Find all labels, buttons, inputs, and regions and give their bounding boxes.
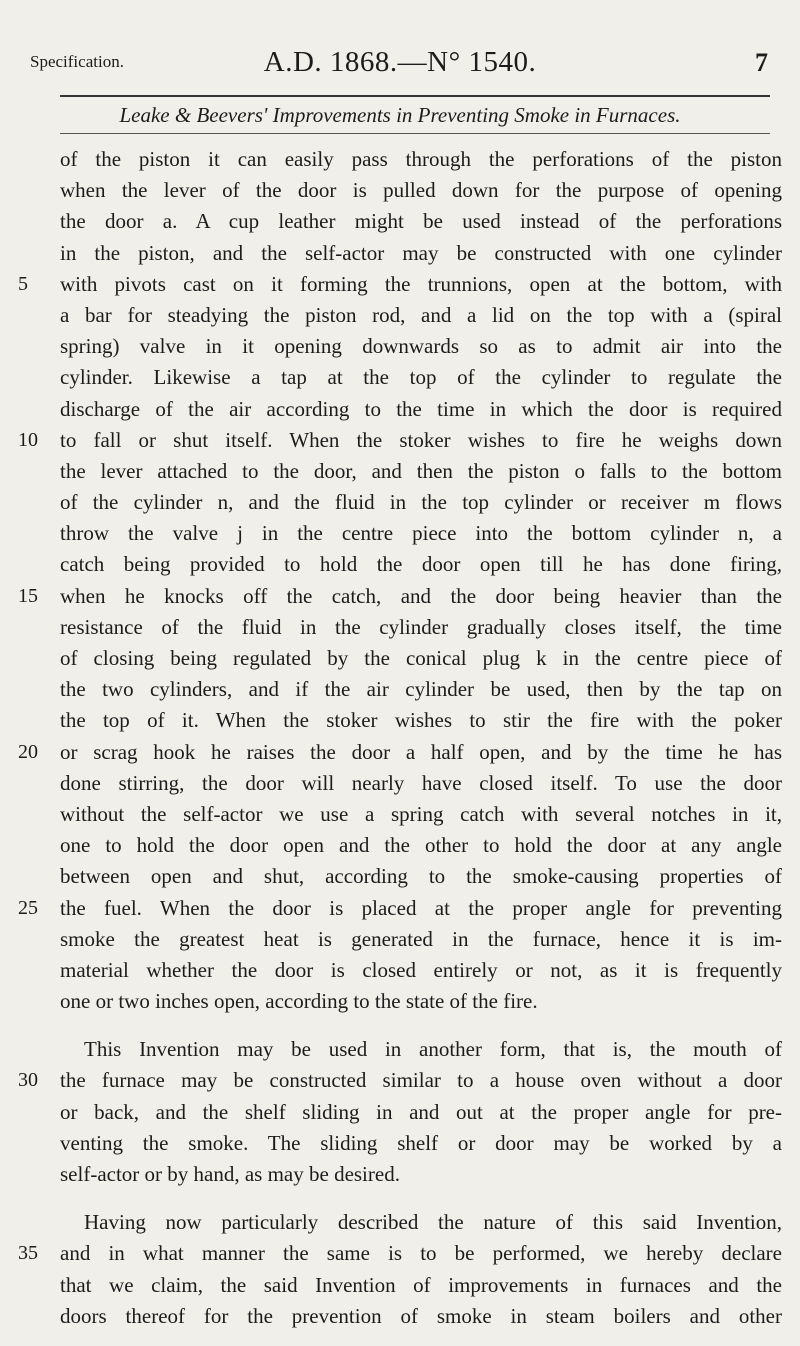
line-text: one to hold the door open and the other to hold the door at any angle <box>60 833 782 858</box>
line-number: 25 <box>18 896 38 919</box>
line-text: that we claim, the said Invention of improvements in furnaces and the <box>60 1272 782 1297</box>
line-text: done stirring, the door will nearly have closed itself. To use the door <box>60 770 782 795</box>
text-line <box>18 269 782 300</box>
text-line <box>18 425 782 456</box>
line-text: the door a. A cup leather might be used instead of the perforations <box>60 209 782 234</box>
text-line <box>60 1034 782 1065</box>
line-text: of closing being regulated by the conical plug k in the centre piece of <box>60 646 782 670</box>
body-text <box>18 144 782 1332</box>
text-line <box>18 737 782 768</box>
line-text: or back, and the shelf sliding in and out at the proper angle for pre- <box>60 1099 782 1124</box>
line-text: when he knocks off the catch, and the door being heavier than the <box>60 583 782 608</box>
text-line <box>60 1128 782 1159</box>
line-text: Having now particularly described the nature of this said Invention, <box>84 1210 782 1235</box>
line-number: 20 <box>18 740 38 763</box>
text-line <box>60 487 782 518</box>
line-text: in the piston, and the self-actor may be constructed with one cylinder <box>60 240 782 265</box>
line-text: discharge of the air according to the time in which the door is required <box>60 396 782 421</box>
text-line <box>18 581 782 612</box>
line-text: the fuel. When the door is placed at the proper angle for preventing <box>60 895 782 920</box>
specification-title: A.D. 1868.—N° 1540. <box>263 46 537 78</box>
text-line <box>18 893 782 924</box>
line-text: spring) valve in it opening downwards so as to admit air into the <box>60 334 782 359</box>
text-line <box>60 238 782 269</box>
text-line <box>60 549 782 580</box>
line-text: resistance of the fluid in the cylinder gradually closes itself, the time <box>60 614 782 639</box>
line-text: between open and shut, according to the smoke-causing properties of <box>60 864 782 889</box>
line-text: This Invention may be used in another form, that is, the mouth of <box>84 1037 782 1062</box>
line-number: 35 <box>18 1242 38 1265</box>
text-line <box>60 955 782 986</box>
text-line <box>60 1159 782 1190</box>
line-text: of the cylinder n, and the fluid in the top cylinder or receiver m flows <box>60 490 782 515</box>
line-text: without the self-actor we use a spring catch with several notches in it, <box>60 801 782 826</box>
running-head: Leake & Beevers' Improvements in Preventing Smoke in Furnaces. <box>119 103 681 127</box>
line-text: venting the smoke. The sliding shelf or door may be worked by a <box>60 1130 782 1155</box>
text-line <box>60 206 782 237</box>
line-text: the top of it. When the stoker wishes to stir the fire with the poker <box>60 708 782 733</box>
text-line <box>18 1238 782 1269</box>
line-text: the lever attached to the door, and then the piston o falls to the bottom <box>60 458 782 483</box>
text-line <box>60 830 782 861</box>
line-text: smoke the greatest heat is generated in the furnace, hence it is im- <box>60 926 782 951</box>
line-text: of the piston it can easily pass through the perforations of the piston <box>60 147 782 171</box>
line-text: the two cylinders, and if the air cylinder be used, then by the tap on <box>60 677 782 702</box>
line-text: and in what manner the same is to be performed, we hereby declare <box>60 1241 782 1266</box>
text-line <box>60 1207 782 1238</box>
line-text: material whether the door is closed entirely or not, as it is frequently <box>60 957 782 982</box>
line-text: self-actor or by hand, as may be desired. <box>60 1162 400 1186</box>
text-line <box>60 705 782 736</box>
text-line <box>60 518 782 549</box>
text-line <box>60 144 782 175</box>
text-line <box>60 612 782 643</box>
text-line <box>60 643 782 674</box>
text-line <box>60 1097 782 1128</box>
specification-label: Specification. <box>30 52 124 71</box>
line-text: doors thereof for the prevention of smoke in steam boilers and other <box>60 1303 782 1328</box>
header-rule-bottom <box>60 133 770 134</box>
text-line <box>60 924 782 955</box>
line-number: 10 <box>18 428 38 451</box>
page-number: 7 <box>755 48 768 77</box>
text-line <box>60 799 782 830</box>
line-text: to fall or shut itself. When the stoker wishes to fire he weighs down <box>60 427 782 452</box>
text-line <box>60 1270 782 1301</box>
line-number: 15 <box>18 584 38 607</box>
text-line <box>60 331 782 362</box>
text-line <box>60 394 782 425</box>
text-line <box>60 986 782 1017</box>
line-text: throw the valve j in the centre piece into the bottom cylinder n, a <box>60 521 782 546</box>
line-text: with pivots cast on it forming the trunnions, open at the bottom, with <box>60 271 782 296</box>
line-number: 5 <box>18 272 28 295</box>
text-line <box>60 456 782 487</box>
line-text: catch being provided to hold the door open till he has done firing, <box>60 552 782 577</box>
text-line <box>60 1301 782 1332</box>
header-rule-top <box>60 95 770 97</box>
line-text: or scrag hook he raises the door a half open, and by the time he has <box>60 739 782 764</box>
line-text: cylinder. Likewise a tap at the top of the cylinder to regulate the <box>60 365 782 390</box>
text-line <box>60 300 782 331</box>
text-line <box>60 861 782 892</box>
line-text: one or two inches open, according to the state of the fire. <box>60 989 538 1014</box>
line-text: a bar for steadying the piston rod, and a lid on the top with a (spiral <box>60 302 782 327</box>
line-text: when the lever of the door is pulled down for the purpose of opening <box>60 178 782 203</box>
text-line <box>18 1065 782 1096</box>
text-line <box>60 768 782 799</box>
page-header <box>0 0 800 90</box>
text-line <box>60 674 782 705</box>
line-number: 30 <box>18 1069 38 1092</box>
text-line <box>60 175 782 206</box>
line-text: the furnace may be constructed similar to a house oven without a door <box>60 1068 782 1093</box>
text-line <box>60 362 782 393</box>
